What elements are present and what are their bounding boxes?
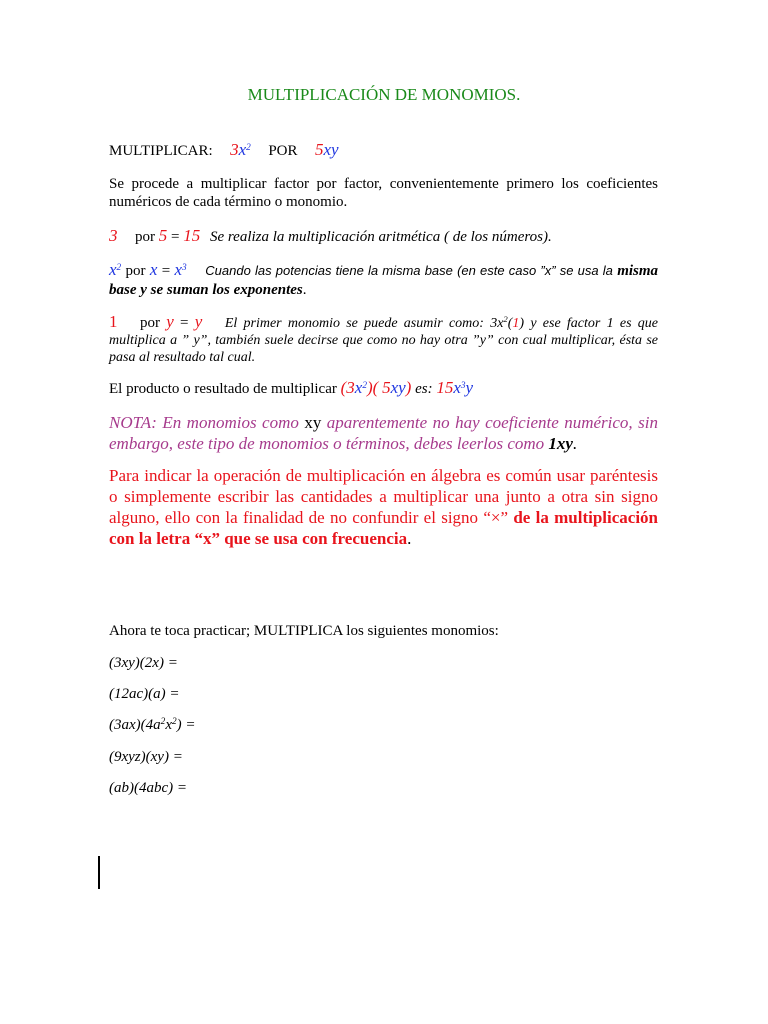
step2-a-exp: 2 xyxy=(116,262,122,273)
multiplication-sign-paragraph xyxy=(109,465,658,549)
product-mid: )( xyxy=(366,378,379,397)
step3-b: y xyxy=(166,312,174,331)
step1-b: 5 xyxy=(158,226,168,245)
nota-xy: xy xyxy=(304,413,322,432)
step2-por: por xyxy=(125,263,146,279)
step1-eq: = xyxy=(171,229,180,245)
product-t1-exp: 2 xyxy=(362,380,367,391)
term2-coef: 5 xyxy=(315,140,324,159)
step3-line xyxy=(109,313,658,366)
product-t1-coef: 3 xyxy=(346,378,355,397)
step3-note-one: 1 xyxy=(512,316,520,331)
step3-eq: = xyxy=(180,315,189,331)
nota-paragraph xyxy=(109,412,658,454)
nota-end: . xyxy=(572,434,578,453)
step1-note: Se realiza la multiplicación aritmética ( de los números). xyxy=(209,229,552,245)
exercise-3-exp2: 2 xyxy=(171,716,177,727)
step3-res: y xyxy=(194,312,203,331)
para-end: . xyxy=(407,529,412,548)
exercise-3-start: (3ax)(4a xyxy=(109,717,161,733)
term1-exp: 2 xyxy=(246,142,251,153)
step2-a-var: x xyxy=(109,260,117,279)
product-t1-var: x xyxy=(354,378,363,397)
term1-coef: 3 xyxy=(230,140,239,159)
nota-start: NOTA: En monomios como xyxy=(109,413,299,432)
practice-intro: Ahora te toca practicar; MULTIPLICA los siguientes monomios: xyxy=(109,623,499,639)
exercise-4: (9xyz)(xy) = xyxy=(109,749,183,765)
product-t2-coef: 5 xyxy=(382,378,391,397)
step1-a: 3 xyxy=(109,226,118,245)
product-close: ) xyxy=(405,378,412,397)
exercise-3-mid: x xyxy=(165,717,172,733)
step2-b: x xyxy=(149,260,158,279)
para-text: Para indicar la operación de multiplicación en álgebra es común usar paréntesis o simplemente escribir las cantidades a multiplicar una junto a otra sin signo alguno, ello con la finalidad de no confundir el signo “×” xyxy=(109,466,658,527)
term2-var: xy xyxy=(323,140,339,159)
exercise-3 xyxy=(109,716,658,734)
step3-a: 1 xyxy=(109,312,118,331)
exercise-2: (12ac)(a) = xyxy=(109,686,180,702)
product-r-var: x xyxy=(453,378,461,397)
nota-one-xy: 1xy xyxy=(548,434,573,453)
step1-line xyxy=(109,227,658,246)
step2-note-end: . xyxy=(302,282,307,298)
intro-paragraph: Se procede a multiplicar factor por factor, convenientemente primero los coeficientes numéricos de cada término o monomio. xyxy=(109,176,658,210)
product-text: El producto o resultado de multiplicar xyxy=(109,381,337,397)
step2-line xyxy=(109,260,658,300)
problem-statement xyxy=(109,141,658,160)
step2-note: Cuando las potencias tiene la misma base (en este caso ”x” se usa la xyxy=(205,263,613,278)
product-t2-var: xy xyxy=(390,378,406,397)
step3-por: por xyxy=(140,315,160,331)
product-r-var2: y xyxy=(465,378,474,397)
step3-note-start: El primer monomio se puede asumir como: 3x xyxy=(224,316,504,331)
product-es: es: xyxy=(415,381,433,397)
problem-label: MULTIPLICAR: xyxy=(109,143,213,159)
exercise-5: (ab)(4abc) = xyxy=(109,780,188,796)
term1-var: x xyxy=(238,140,247,159)
product-r-exp: 3 xyxy=(460,380,466,391)
exercise-3-exp1: 2 xyxy=(160,716,166,727)
step2-res-exp: 3 xyxy=(182,262,187,273)
exercise-3-end: ) = xyxy=(176,717,196,733)
step2-res-var: x xyxy=(174,260,183,279)
step3-note-rest: ) y ese factor 1 es que multiplica a ” y”, también suele decirse que como no hay otra ”y” con cual multiplicar, ésta se pasa al resultado tal cual. xyxy=(109,316,658,365)
step1-result: 15 xyxy=(183,226,201,245)
step2-note-bold: misma base y se suman los exponentes xyxy=(109,263,659,298)
exercise-1: (3xy)(2x) = xyxy=(109,655,178,671)
step1-por: por xyxy=(135,229,155,245)
product-r-coef: 15 xyxy=(436,378,454,397)
product-line xyxy=(109,379,658,398)
text-cursor xyxy=(98,856,100,889)
page-title: MULTIPLICACIÓN DE MONOMIOS. xyxy=(247,85,521,104)
product-open: ( xyxy=(340,378,347,397)
step3-note-exp: 2 xyxy=(503,314,508,325)
step2-eq: = xyxy=(161,263,171,279)
problem-connector: POR xyxy=(268,143,298,159)
para-bold: de la multiplicación con la letra “x” que se usa con frecuencia xyxy=(109,508,659,548)
nota-middle: aparentemente no hay coeficiente numérico, sin embargo, este tipo de monomios o términos, debes leerlos como xyxy=(109,413,658,453)
step3-paren-open: ( xyxy=(507,316,513,331)
